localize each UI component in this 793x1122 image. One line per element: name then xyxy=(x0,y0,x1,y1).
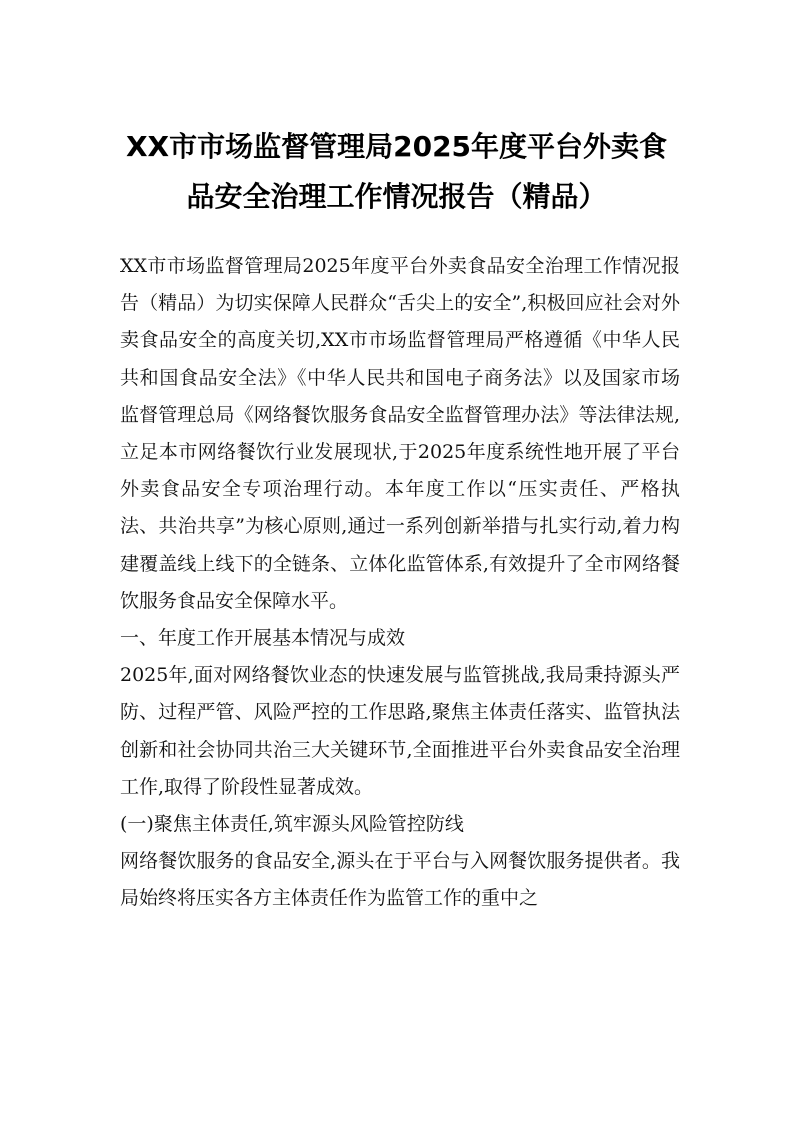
section-1-heading: 一、年度工作开展基本情况与成效 xyxy=(120,627,406,650)
document-title xyxy=(100,122,693,222)
intro-paragraph: XX市市场监督管理局2025年度平台外卖食品安全治理工作情况报告（精品）为切实保障人民群众“舌尖上的安全”,积极回应社会对外卖食品安全的高度关切,XX市市场监督管理局严格遵循《中华人民共和国食品安全法》《中华人民共和国电子商务法》以及国家市场监督管理总局《网络餐饮服务食品安全监督管理办法》等法律法规,立足本市网络餐饮行业发展现状,于2025年度系统性地开展了平台外卖食品安全专项治理行动。本年度工作以“压实责任、严格执法、共治共享”为核心原则,通过一系列创新举措与扎实行动,着力构建覆盖线上线下的全链条、立体化监管体系,有效提升了全市网络餐饮服务食品安全保障水平。 xyxy=(120,255,680,612)
document-body xyxy=(120,248,680,918)
subsection-1-paragraph: 网络餐饮服务的食品安全,源头在于平台与入网餐饮服务提供者。我局始终将压实各方主体责任作为监管工作的重中之 xyxy=(120,850,680,910)
title-line-2: 品安全治理工作情况报告（精品） xyxy=(186,180,607,213)
subsection-1-heading: (一)聚焦主体责任,筑牢源头风险管控防线 xyxy=(120,813,464,836)
section-1-paragraph: 2025年,面对网络餐饮业态的快速发展与监管挑战,我局秉持源头严防、过程严管、风险严控的工作思路,聚焦主体责任落实、监管执法创新和社会协同共治三大关键环节,全面推进平台外卖食品安全治理工作,取得了阶段性显著成效。 xyxy=(120,664,680,798)
title-line-1: XX市市场监督管理局2025年度平台外卖食 xyxy=(125,130,668,163)
